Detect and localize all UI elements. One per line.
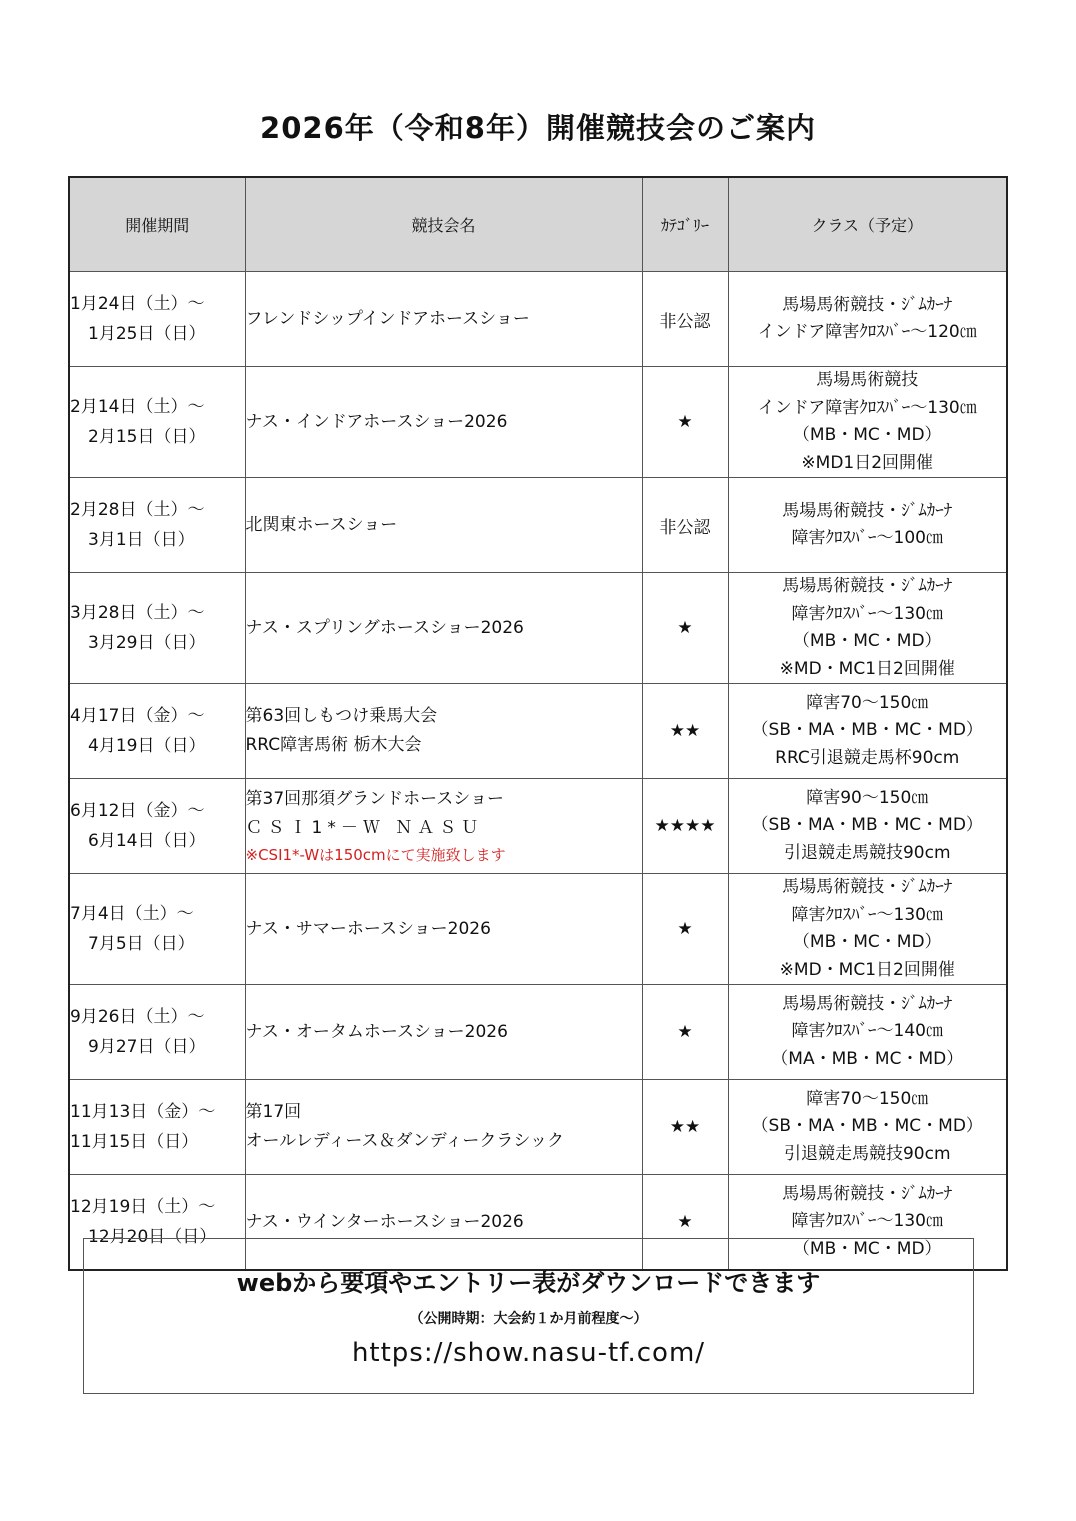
event-name-cell: 第17回 オールレディース＆ダンディークラシック (245, 1080, 642, 1175)
category-cell: ★ (642, 985, 728, 1080)
period-cell: 12月19日（土）～ 12月20日（日） (69, 1175, 245, 1271)
period-cell: 4月17日（金）～ 4月19日（日） (69, 684, 245, 779)
table-row (69, 478, 1007, 573)
period-cell: 2月28日（土）～ 3月1日（日） (69, 478, 245, 573)
period-cell: 9月26日（土）～ 9月27日（日） (69, 985, 245, 1080)
period-cell: 6月12日（金）～ 6月14日（日） (69, 779, 245, 874)
event-name-cell: ナス・オータムホースショー2026 (245, 985, 642, 1080)
event-note: ※CSI1*-Wは150cmにて実施致します (245, 846, 506, 864)
class-cell: 馬場馬術競技・ｼﾞﾑｶｰﾅ 障害ｸﾛｽﾊﾞｰ～130㎝ （MB・MC・MD） ※MD・MC1日2回開催 (728, 874, 1007, 985)
period-cell: 3月28日（土）～ 3月29日（日） (69, 573, 245, 684)
event-name-cell: フレンドシップインドアホースショー (245, 272, 642, 367)
class-cell: 馬場馬術競技・ｼﾞﾑｶｰﾅ 障害ｸﾛｽﾊﾞｰ～130㎝ （MB・MC・MD） ※MD・MC1日2回開催 (728, 573, 1007, 684)
schedule-table (68, 176, 1008, 1271)
category-cell: ★★ (642, 684, 728, 779)
table-row (69, 573, 1007, 684)
table-row (69, 874, 1007, 985)
header-event-name: 競技会名 (245, 177, 642, 272)
class-cell: 馬場馬術競技・ｼﾞﾑｶｰﾅ 障害ｸﾛｽﾊﾞｰ～140㎝ （MA・MB・MC・MD） (728, 985, 1007, 1080)
category-cell: ★ (642, 573, 728, 684)
page-title: 2026年（令和8年）開催競技会のご案内 (260, 111, 816, 145)
download-info-box (83, 1238, 974, 1394)
event-name-cell: 第63回しもつけ乗馬大会 RRC障害馬術 栃木大会 (245, 684, 642, 779)
class-cell: 馬場馬術競技・ｼﾞﾑｶｰﾅ 障害ｸﾛｽﾊﾞｰ～130㎝ （MB・MC・MD） (728, 1175, 1007, 1271)
table-row (69, 985, 1007, 1080)
class-cell: 馬場馬術競技・ｼﾞﾑｶｰﾅ 障害ｸﾛｽﾊﾞｰ～100㎝ (728, 478, 1007, 573)
website-url[interactable]: https://show.nasu-tf.com/ (351, 1338, 706, 1368)
header-period: 開催期間 (69, 177, 245, 272)
table-row (69, 272, 1007, 367)
header-row (69, 177, 1007, 272)
event-name-cell: ナス・インドアホースショー2026 (245, 367, 642, 478)
category-cell: ★ (642, 367, 728, 478)
table-row (69, 779, 1007, 874)
header-category: ｶﾃｺﾞﾘｰ (642, 177, 728, 272)
period-cell: 7月4日（土）～ 7月5日（日） (69, 874, 245, 985)
period-cell: 2月14日（土）～ 2月15日（日） (69, 367, 245, 478)
event-name-cell: ナス・スプリングホースショー2026 (245, 573, 642, 684)
class-cell: 馬場馬術競技 インドア障害ｸﾛｽﾊﾞｰ～130㎝ （MB・MC・MD） ※MD1日2回開催 (728, 367, 1007, 478)
period-cell: 1月24日（土）～ 1月25日（日） (69, 272, 245, 367)
class-cell: 障害90～150㎝ （SB・MA・MB・MC・MD） 引退競走馬競技90cm (728, 779, 1007, 874)
category-cell: 非公認 (642, 272, 728, 367)
class-cell: 障害70～150㎝ （SB・MA・MB・MC・MD） RRC引退競走馬杯90cm (728, 684, 1007, 779)
period-cell: 11月13日（金）～ 11月15日（日） (69, 1080, 245, 1175)
category-cell: ★ (642, 1175, 728, 1271)
class-cell: 馬場馬術競技・ｼﾞﾑｶｰﾅ インドア障害ｸﾛｽﾊﾞｰ～120㎝ (728, 272, 1007, 367)
category-cell: ★★ (642, 1080, 728, 1175)
table-row (69, 684, 1007, 779)
table-row (69, 367, 1007, 478)
event-name-cell: 北関東ホースショー (245, 478, 642, 573)
table-row (69, 1080, 1007, 1175)
class-cell: 障害70～150㎝ （SB・MA・MB・MC・MD） 引退競走馬競技90cm (728, 1080, 1007, 1175)
category-cell: ★★★★ (642, 779, 728, 874)
category-cell: ★ (642, 874, 728, 985)
event-name-cell: ナス・サマーホースショー2026 (245, 874, 642, 985)
event-name-cell: ナス・ウインターホースショー2026 (245, 1175, 642, 1271)
download-heading: webから要項やエントリー表がダウンロードできます (236, 1269, 821, 1297)
category-cell: 非公認 (642, 478, 728, 573)
header-class: クラス（予定） (728, 177, 1007, 272)
publish-timing-note: （公開時期：大会約１か月前程度～） (409, 1311, 648, 1327)
event-name-cell: 第37回那須グランドホースショー ＣＳＩ1*－Ｗ ＮＡＳＵ ※CSI1*-Wは150cmにて実施致します (245, 779, 642, 874)
